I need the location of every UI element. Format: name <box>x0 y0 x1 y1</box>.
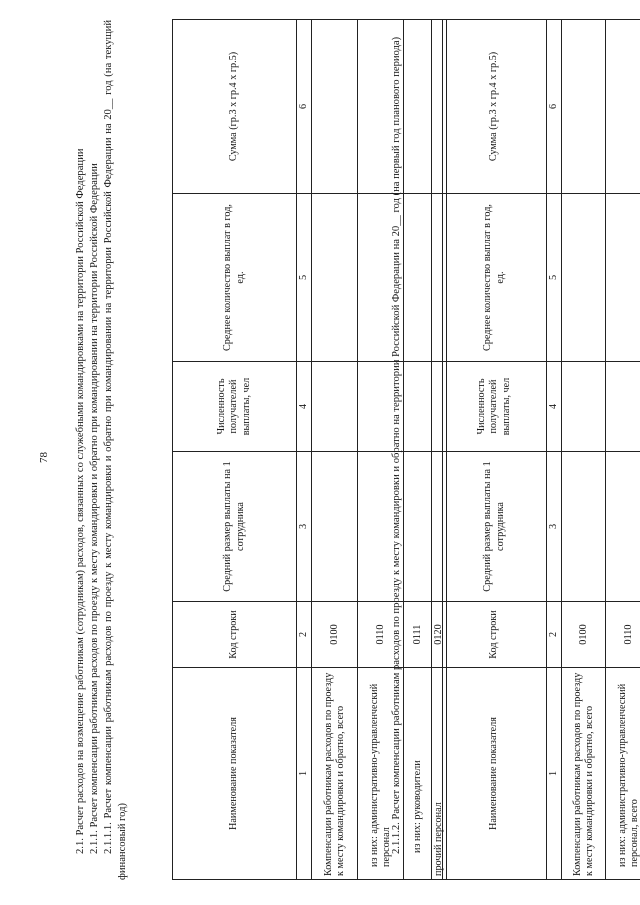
table-header-row <box>443 20 547 880</box>
cell <box>404 362 432 452</box>
header-sum: Сумма (гр.3 x гр.4 x гр.5) <box>173 20 297 194</box>
table-row <box>312 20 358 880</box>
heading-2-1: 2.1. Расчет расходов на возмещение работникам (сотрудникам) расходов, связанных со служебными командировками на территории Российской Федерации <box>75 148 86 854</box>
row-code: 0100 <box>562 602 606 668</box>
header-avg-payment: Средний размер выплаты на 1 сотрудника <box>173 452 297 602</box>
col-num: 1 <box>547 668 562 880</box>
subheading-text: 2.1.1.2. Расчет компенсации работникам расходов по проезду к месту командировки и обратно на территории Российской Федерации на 20__ год (на первый год планового периода) <box>391 36 402 854</box>
table-2-1-1-1 <box>172 19 447 880</box>
cell <box>562 194 606 362</box>
cell <box>606 362 640 452</box>
col-num: 3 <box>547 452 562 602</box>
cell <box>312 20 358 194</box>
cell <box>562 452 606 602</box>
page-number: 78 <box>38 452 50 463</box>
cell <box>606 20 640 194</box>
cell <box>404 20 432 194</box>
col-num: 2 <box>297 602 312 668</box>
col-num: 6 <box>297 20 312 194</box>
col-num: 4 <box>547 362 562 452</box>
header-avg-payment: Средний размер выплаты на 1 сотрудника <box>443 452 547 602</box>
heading-2-1-1: 2.1.1. Расчет компенсации работникам расходов по проезду к месту командировки и обратно при командировании на территории Российской Федерации <box>88 163 100 854</box>
cell <box>312 362 358 452</box>
cell <box>562 20 606 194</box>
header-name: Наименование показателя <box>173 668 297 880</box>
col-num: 1 <box>297 668 312 880</box>
col-num: 2 <box>547 602 562 668</box>
cell <box>606 194 640 362</box>
row-name: из них: руководители <box>404 668 432 880</box>
header-avg-count: Среднее количество выплат в год, ед. <box>173 194 297 362</box>
header-name: Наименование показателя <box>443 668 547 880</box>
table-header-row <box>173 20 297 880</box>
row-name: из них: административно-управленческий персонал <box>358 668 404 880</box>
cell <box>312 452 358 602</box>
table-row <box>404 20 432 880</box>
cell <box>312 194 358 362</box>
col-num: 6 <box>547 20 562 194</box>
section-heading <box>74 20 130 880</box>
row-code: 0100 <box>312 602 358 668</box>
table-row <box>606 20 640 880</box>
cell <box>404 452 432 602</box>
row-code: 0111 <box>404 602 432 668</box>
col-num: 5 <box>297 194 312 362</box>
header-recipients: Численность получателей выплаты, чел <box>443 362 547 452</box>
rotated-document-page <box>60 20 640 880</box>
table-row <box>562 20 606 880</box>
header-avg-count: Среднее количество выплат в год, ед. <box>443 194 547 362</box>
row-name: Компенсации работникам расходов по проезду к месту командировки и обратно, всего <box>312 668 358 880</box>
cell <box>606 452 640 602</box>
table-2-1-1-2 <box>442 19 640 880</box>
header-sum: Сумма (гр.3 x гр.4 x гр.5) <box>443 20 547 194</box>
row-code: 0110 <box>358 602 404 668</box>
row-code: 0110 <box>606 602 640 668</box>
row-code: 0120 <box>432 602 447 668</box>
cell <box>404 194 432 362</box>
row-name: прочий персонал <box>432 668 447 880</box>
row-name: Компенсации работникам расходов по проезду к месту командировки и обратно, всего <box>562 668 606 880</box>
header-code: Код строки <box>173 602 297 668</box>
col-num: 4 <box>297 362 312 452</box>
cell <box>562 362 606 452</box>
header-recipients: Численность получателей выплаты, чел <box>173 362 297 452</box>
col-num: 3 <box>297 452 312 602</box>
subheading-2-1-1-2 <box>390 20 404 880</box>
col-num: 5 <box>547 194 562 362</box>
column-number-row <box>547 20 562 880</box>
row-name: из них: административно-управленческий персонал, всего <box>606 668 640 880</box>
heading-2-1-1-1: 2.1.1.1. Расчет компенсации работникам расходов по проезду к месту командировки и обратно при командировании на территории Российской Федерации на 20__ год (на текущий финансовый год) <box>102 20 128 880</box>
header-code: Код строки <box>443 602 547 668</box>
column-number-row <box>297 20 312 880</box>
